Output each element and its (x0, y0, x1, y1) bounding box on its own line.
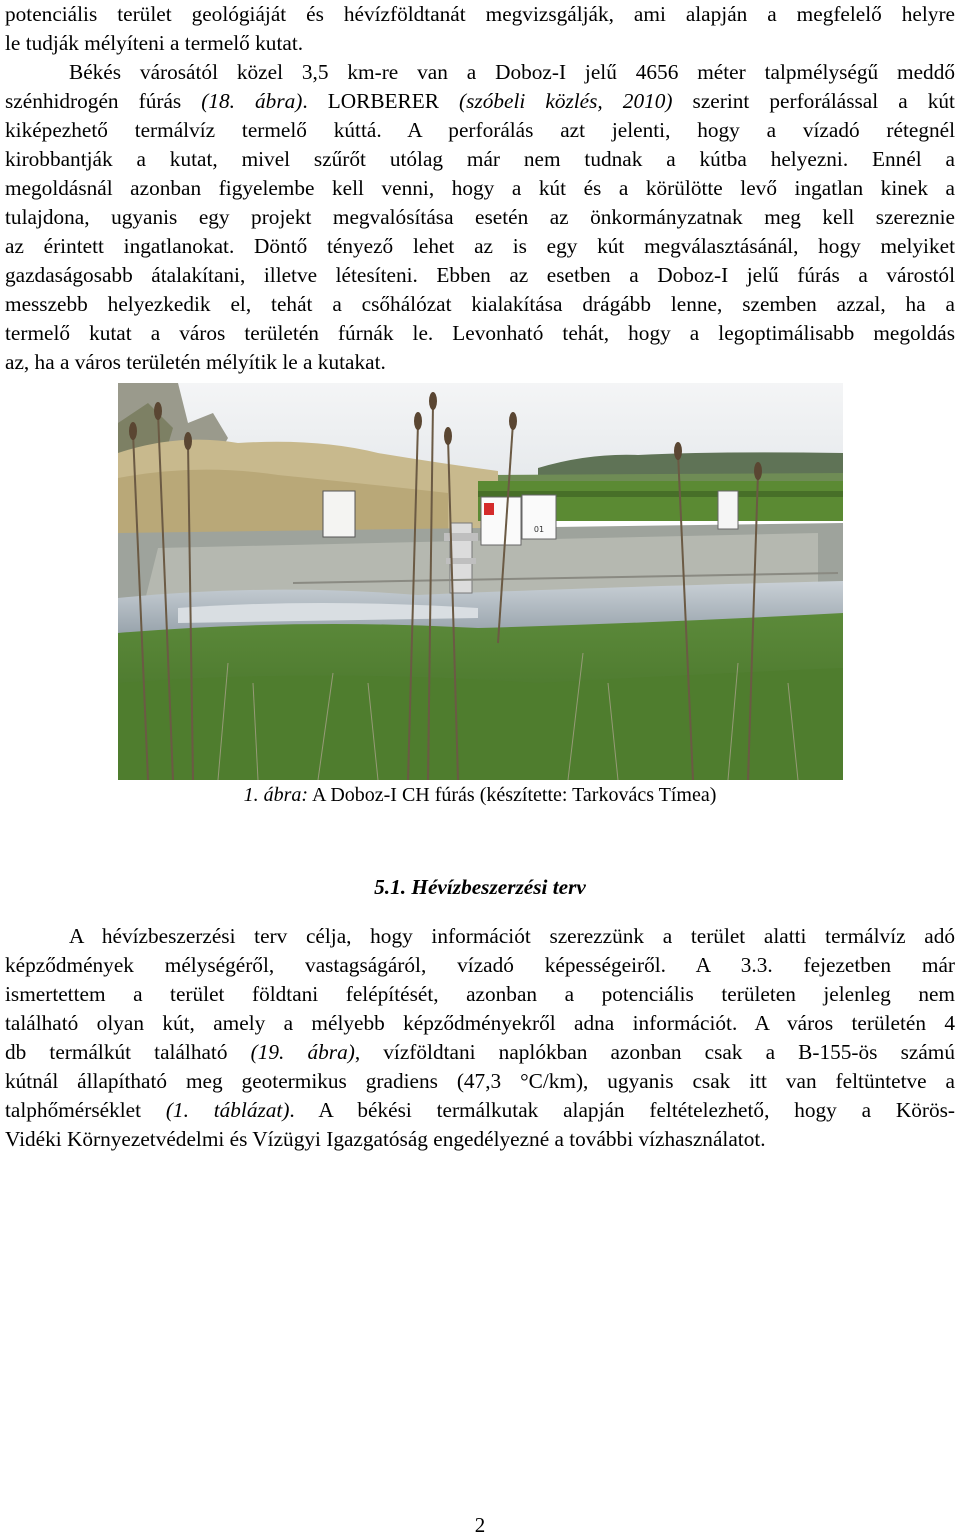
sign-number: 01 (533, 525, 545, 534)
text-line: messzebb helyezkedik el, tehát a csőhálózat kialakítása drágább lenne, szemben azzal, ha a (5, 292, 955, 316)
text-line: az érintett ingatlanokat. Döntő tényező lehet az is egy kút megválasztásánál, hogy melyiket (5, 234, 955, 258)
page-number: 2 (474, 1513, 486, 1537)
text-line: az, ha a város területén mélyítik le a kutakat. (5, 350, 386, 374)
text-line: képződmények mélységéről, vastagságáról, vízadó képességeiről. A 3.3. fejezetben már (5, 953, 955, 977)
section-heading: 5.1. Hévízbeszerzési terv (374, 875, 586, 899)
well-site-photo (118, 383, 843, 780)
text-line: szénhidrogén fúrás (18. ábra). LORBERER (szóbeli közlés, 2010) szerint perforálással a kút (5, 89, 955, 113)
text-line: megoldásnál azonban figyelembe kell venni, hogy a kút és a körülötte levő ingatlan kinek a (5, 176, 955, 200)
text-line: db termálkút található (19. ábra), vízföldtani naplókban azonban csak a B-155-ös számú (5, 1040, 955, 1064)
text-line: A hévízbeszerzési terv célja, hogy információt szerezzünk a terület alatti termálvíz adó (69, 924, 955, 948)
text-line: kirobbantják a kutat, mivel szűrőt utólag már nem tudnak a kútba helyezni. Ennél a (5, 147, 955, 171)
figure-caption (0, 781, 960, 809)
text-line: ismertettem a terület földtani felépítését, azonban a potenciális területen jelenleg nem (5, 982, 955, 1006)
text-line: le tudják mélyíteni a termelő kutat. (5, 31, 304, 55)
text-line: Vidéki Környezetvédelmi és Vízügyi Igazgatóság engedélyezné a további vízhasználatot. (5, 1127, 766, 1151)
text-line: kútnál állapítható meg geotermikus gradiens (47,3 °C/km), ugyanis csak itt van feltüntetve a (5, 1069, 955, 1093)
caption-text: A Doboz-I CH fúrás (készítette: Tarkovács Tímea) (308, 784, 717, 806)
text-line: potenciális terület geológiáját és hévízföldtanát megvizsgálják, ami alapján a megfelelő helyre (5, 2, 955, 26)
figure-reference: (18. ábra) (201, 89, 303, 113)
paragraph-3 (5, 922, 955, 1154)
text-line: gazdaságosabb átalakítani, illetve létesíteni. Ebben az esetben a Doboz-I jelű fúrás a várostól (5, 263, 955, 287)
paragraph-1 (5, 0, 955, 58)
text-line: termelő kutat a város területén fúrnák le. Levonható tehát, hogy a legoptimálisabb megoldás (5, 321, 955, 345)
figure-reference: (19. ábra) (250, 1040, 355, 1064)
text-line: tulajdona, ugyanis egy projekt megvalósítása esetén az önkormányzatnak meg kell szereznie (5, 205, 955, 229)
text-line: Békés városától közel 3,5 km-re van a Doboz-I jelű 4656 méter talpmélységű meddő (69, 60, 955, 84)
table-reference: (1. táblázat) (165, 1098, 290, 1122)
text-line: található olyan kút, amely a mélyebb képződményekről adna információt. A város területén 4 (5, 1011, 955, 1035)
text-line: kiképezhető termálvíz termelő kúttá. A perforálás azt jelenti, hogy a vízadó rétegnél (5, 118, 955, 142)
citation: (szóbeli közlés, 2010) (459, 89, 673, 113)
caption-label: 1. ábra: (243, 784, 309, 806)
text-line: talphőmérséklet (1. táblázat). A békési termálkutak alapján feltételezhető, hogy a Körös- (5, 1098, 955, 1122)
paragraph-2 (5, 58, 955, 377)
